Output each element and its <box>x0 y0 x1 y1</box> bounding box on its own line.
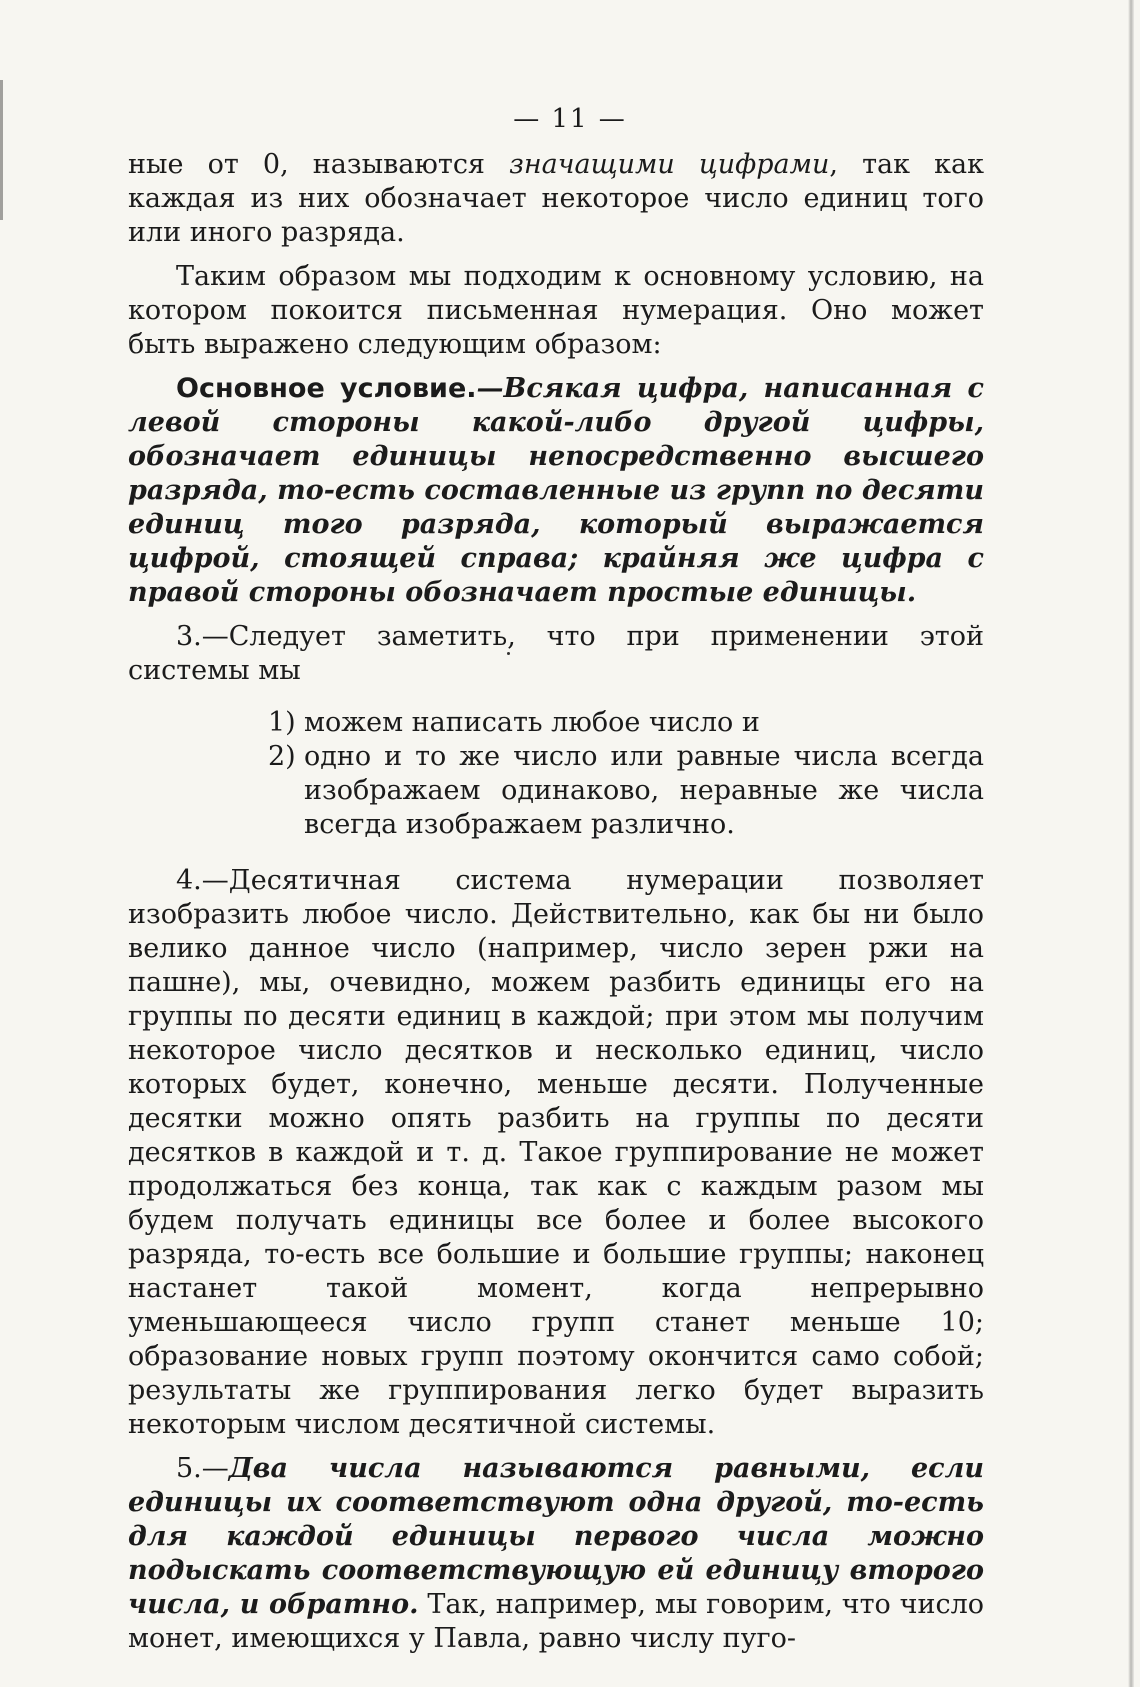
paragraph-5-end: Так, например, мы говорим, что число монет, имеющихся у Павла, равно числу пуго- <box>128 1589 985 1654</box>
list-item-text: одно и то же число или равные числа всегда изображаем одинаково, неравные же числа всегда изображаем различно. <box>304 741 984 840</box>
paragraph-2: Таким образом мы подходим к основному условию, на котором покоится письменная нумерация. Оно может быть выражено следующим образом: <box>128 261 984 360</box>
list-item-text: можем написать любое число и <box>304 707 760 738</box>
basic-condition-text: —Всякая цифра, написанная с левой стороны какой-либо другой цифры, обозначает единицы непосредственно высшего разряда, то-есть составленные из групп по десяти единиц того разряда, который выражается цифрой, стоящей справа; крайняя же цифра с правой стороны обозначает простые единицы. <box>128 373 984 608</box>
paragraph-1-end: , так как каждая из них обозначает некоторое число единиц того или иного разряда. <box>128 149 984 248</box>
scan-edge-shadow <box>1128 0 1134 1687</box>
paragraph-5-definition: Два числа называются равными, если единицы их соответствуют одна другой, то-есть для каждой единицы первого числа можно подыскать соответствующую ей единицу второго числа, и обратно. <box>128 1453 984 1620</box>
paragraph-1-emphasis: значащими цифрами <box>509 149 830 180</box>
page-body <box>128 148 984 1666</box>
paragraph-4: 4.—Десятичная система нумерации позволяет изобразить любое число. Действительно, как бы ни было велико данное число (например, число зерен ржи на пашне), мы, очевидно, можем разбить единицы его на группы по десяти единиц в каждой; при этом мы получим некоторое число десятков и несколько единиц, число которых будет, конечно, меньше десяти. Полученные десятки можно опять разбить на группы по десяти десятков в каждой и т. д. Такое группирование не может продолжаться без конца, так как с каждым разом мы будем получать единицы все более и более высокого разряда, то-есть все большие и большие группы; наконец настанет такой момент, когда непрерывно уменьшающееся число групп станет меньше 10; образование новых групп поэтому окончится само собой; результаты же группирования легко будет выразить некоторым числом десятичной системы. <box>128 865 984 1440</box>
print-speck <box>507 652 510 655</box>
list-item <box>268 706 984 740</box>
basic-condition-label: Основное условие. <box>176 373 477 404</box>
basic-condition <box>128 372 984 610</box>
properties-list <box>128 706 984 842</box>
list-item-number: 1) <box>268 707 296 738</box>
list-item <box>268 740 984 842</box>
paragraph-5-start: 5.— <box>176 1453 229 1484</box>
paragraph-3: 3.—Следует заметить, что при применении этой системы мы <box>128 621 984 686</box>
paragraph-1 <box>128 148 984 250</box>
paragraph-5 <box>128 1452 984 1656</box>
page-number: — 11 — <box>513 104 627 134</box>
list-item-number: 2) <box>268 741 296 772</box>
paragraph-1-start: ные от 0, называются <box>128 149 510 180</box>
scan-edge-mark <box>0 80 3 220</box>
